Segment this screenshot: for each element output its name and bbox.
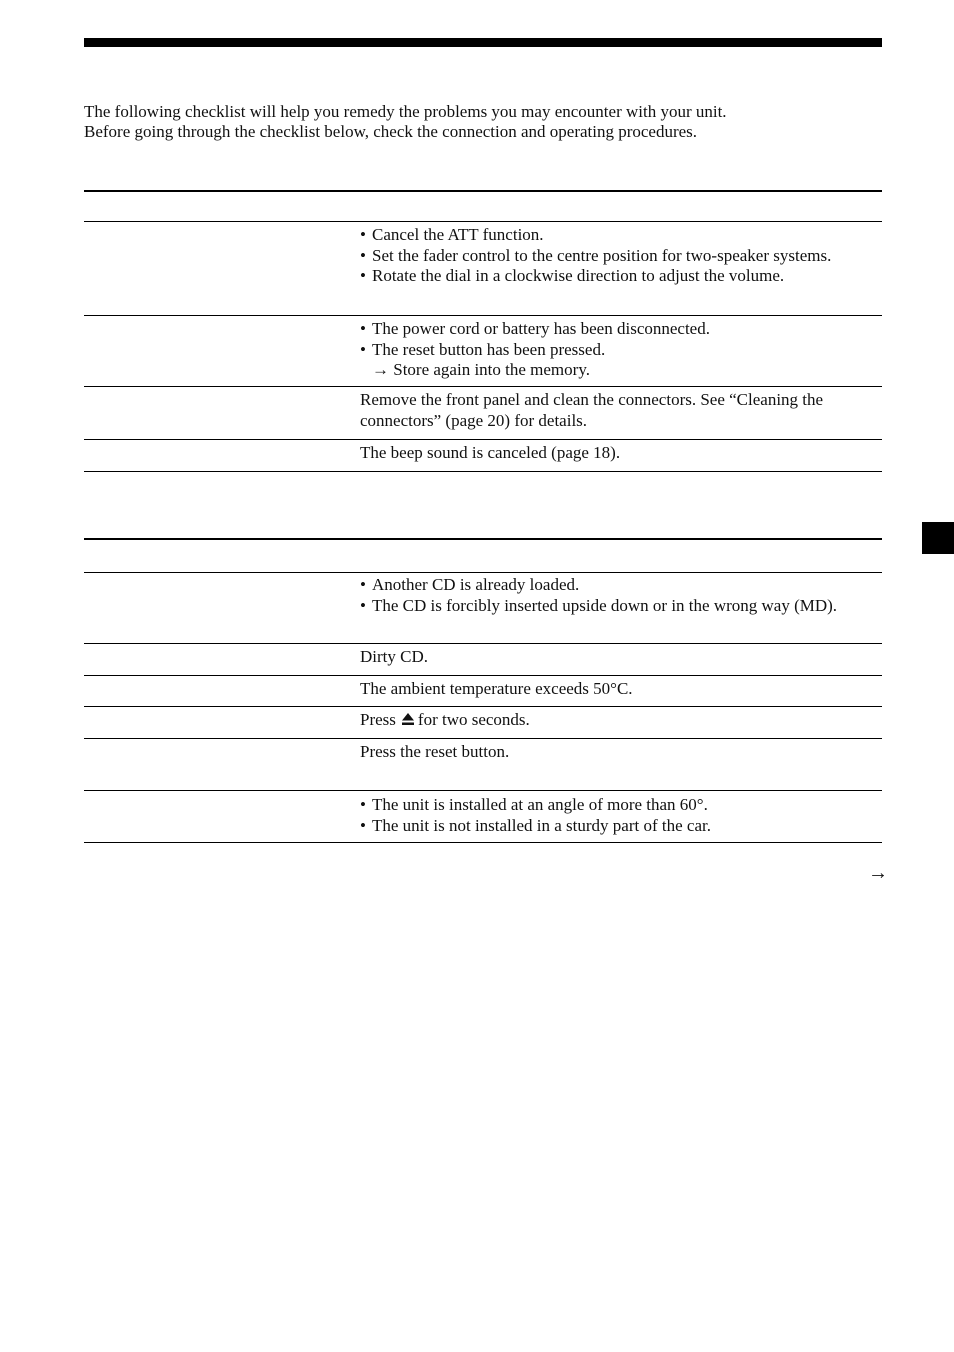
solution-cell (360, 795, 882, 836)
list-item-text: The unit is not installed in a sturdy part of the car. (372, 815, 711, 835)
list-item (360, 225, 882, 246)
bullet-mark: • (360, 815, 366, 835)
cd-table (84, 538, 882, 843)
table-row (84, 316, 882, 387)
list-item-text: Rotate the dial in a clockwise direction to adjust the volume. (372, 266, 785, 285)
table-header (84, 538, 882, 573)
list-item-text: The unit is installed at an angle of more than 60°. (372, 795, 708, 814)
list-item (360, 575, 882, 596)
continued-arrow-icon: → (868, 862, 888, 884)
list-item-text: Cancel the ATT function. (372, 225, 544, 244)
solution-cell: Remove the front panel and clean the connectors. See “Cleaning the connectors” (page 20) for details. (360, 390, 824, 430)
bullet-mark: • (360, 575, 366, 594)
intro-line-1: The following checklist will help you remedy the problems you may encounter with your unit. (84, 102, 727, 121)
table-header (84, 190, 882, 222)
list-item (360, 795, 882, 816)
bullet-mark: • (360, 245, 366, 265)
bullet-mark: • (360, 266, 366, 285)
table-row (84, 387, 882, 440)
list-item (360, 340, 882, 361)
list-item-text: The reset button has been pressed. (372, 339, 606, 359)
list-item (360, 816, 882, 837)
solution-cell: Dirty CD. (360, 647, 428, 666)
table-row (84, 707, 882, 739)
list-item-text: Another CD is already loaded. (372, 575, 580, 594)
list-item-text: Set the fader control to the centre position for two-speaker systems. (372, 245, 832, 265)
table-row (84, 791, 882, 843)
list-item (360, 319, 882, 340)
list-item (360, 246, 882, 267)
arrow-icon: → (372, 360, 389, 379)
result-line (360, 360, 882, 381)
solution-cell (360, 225, 882, 287)
bullet-mark: • (360, 795, 366, 814)
instruction-text: for two seconds. (417, 710, 530, 729)
list-item (360, 266, 882, 287)
bullet-mark: • (360, 339, 366, 359)
bullet-mark: • (360, 225, 366, 244)
solution-cell (360, 710, 882, 732)
list-item-text: The power cord or battery has been disconnected. (372, 319, 710, 338)
list-item (360, 596, 882, 617)
eject-icon (401, 711, 415, 732)
solution-cell: Press the reset button. (360, 742, 510, 761)
top-rule (84, 38, 882, 47)
table-row (84, 739, 882, 791)
bullet-mark: • (360, 319, 366, 338)
table-row (84, 676, 882, 707)
solution-cell: The ambient temperature exceeds 50°C. (360, 679, 633, 698)
intro-line-2: Before going through the checklist below, check the connection and operating procedures. (84, 122, 698, 141)
table-row (84, 573, 882, 644)
table-row (84, 222, 882, 316)
solution-cell (360, 575, 882, 616)
intro-paragraph (84, 102, 884, 142)
solution-cell (360, 319, 882, 381)
section-tab-marker (922, 522, 954, 554)
solution-cell: The beep sound is canceled (page 18). (360, 443, 621, 462)
list-item-text: The CD is forcibly inserted upside down or in the wrong way (MD). (372, 595, 838, 615)
instruction-text: Press (360, 710, 396, 729)
result-text: Store again into the memory. (393, 360, 590, 379)
bullet-mark: • (360, 595, 366, 615)
table-row (84, 644, 882, 676)
table-row (84, 440, 882, 472)
general-table (84, 190, 882, 472)
